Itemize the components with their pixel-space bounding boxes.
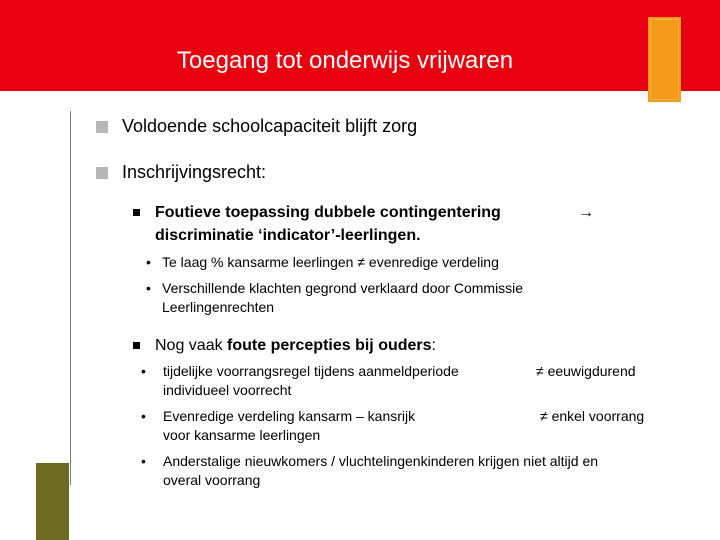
item-temporary-rule-note: ≠ eeuwigdurend <box>536 363 636 379</box>
item-proportional: Evenredige verdeling kansarm – kansrijk <box>163 408 416 424</box>
square-sub-bullet-icon <box>133 342 140 349</box>
item-complaints-cont: Leerlingenrechten <box>162 299 275 315</box>
dot-bullet-icon: • <box>141 453 146 469</box>
item-complaints: Verschillende klachten gegrond verklaard door Commissie <box>162 280 524 296</box>
sub-bullet-perceptions <box>155 336 436 356</box>
dot-bullet-icon: • <box>146 254 151 270</box>
dot-bullet-icon: • <box>141 363 146 379</box>
item-temporary-rule: tijdelijke voorrangsregel tijdens aanmeldperiode <box>163 363 459 379</box>
item-newcomers: Anderstalige nieuwkomers / vluchtelingenkinderen krijgen niet altijd en <box>163 453 599 469</box>
dot-bullet-icon: • <box>146 280 151 296</box>
perceptions-suffix: : <box>431 337 436 354</box>
item-temporary-rule-cont: individueel voorrecht <box>163 382 292 398</box>
square-sub-bullet-icon <box>133 209 140 216</box>
perceptions-prefix: Nog vaak <box>155 337 228 354</box>
bullet-registration-right: Inschrijvingsrecht: <box>122 162 267 182</box>
arrow-right-icon: → <box>578 204 594 221</box>
item-low-percentage: Te laag % kansarme leerlingen ≠ evenredige verdeling <box>162 254 499 270</box>
vertical-divider <box>70 111 71 485</box>
accent-block-bottom <box>36 463 69 540</box>
sub-bullet-contingency: Foutieve toepassing dubbele contingentering <box>155 204 501 221</box>
accent-block-inner <box>650 19 679 100</box>
slide-title: Toegang tot onderwijs vrijwaren <box>176 47 514 74</box>
item-newcomers-cont: overal voorrang <box>163 472 261 488</box>
bullet-capacity: Voldoende schoolcapaciteit blijft zorg <box>122 116 418 136</box>
item-proportional-note: ≠ enkel voorrang <box>540 408 645 424</box>
square-bullet-icon <box>96 121 108 133</box>
dot-bullet-icon: • <box>141 408 146 424</box>
item-proportional-cont: voor kansarme leerlingen <box>163 427 321 443</box>
accent-block-top <box>648 17 681 102</box>
sub-bullet-contingency-cont: discriminatie ‘indicator’-leerlingen. <box>155 227 421 244</box>
perceptions-emphasis: foute percepties bij ouders <box>227 337 432 354</box>
square-bullet-icon <box>96 167 108 179</box>
